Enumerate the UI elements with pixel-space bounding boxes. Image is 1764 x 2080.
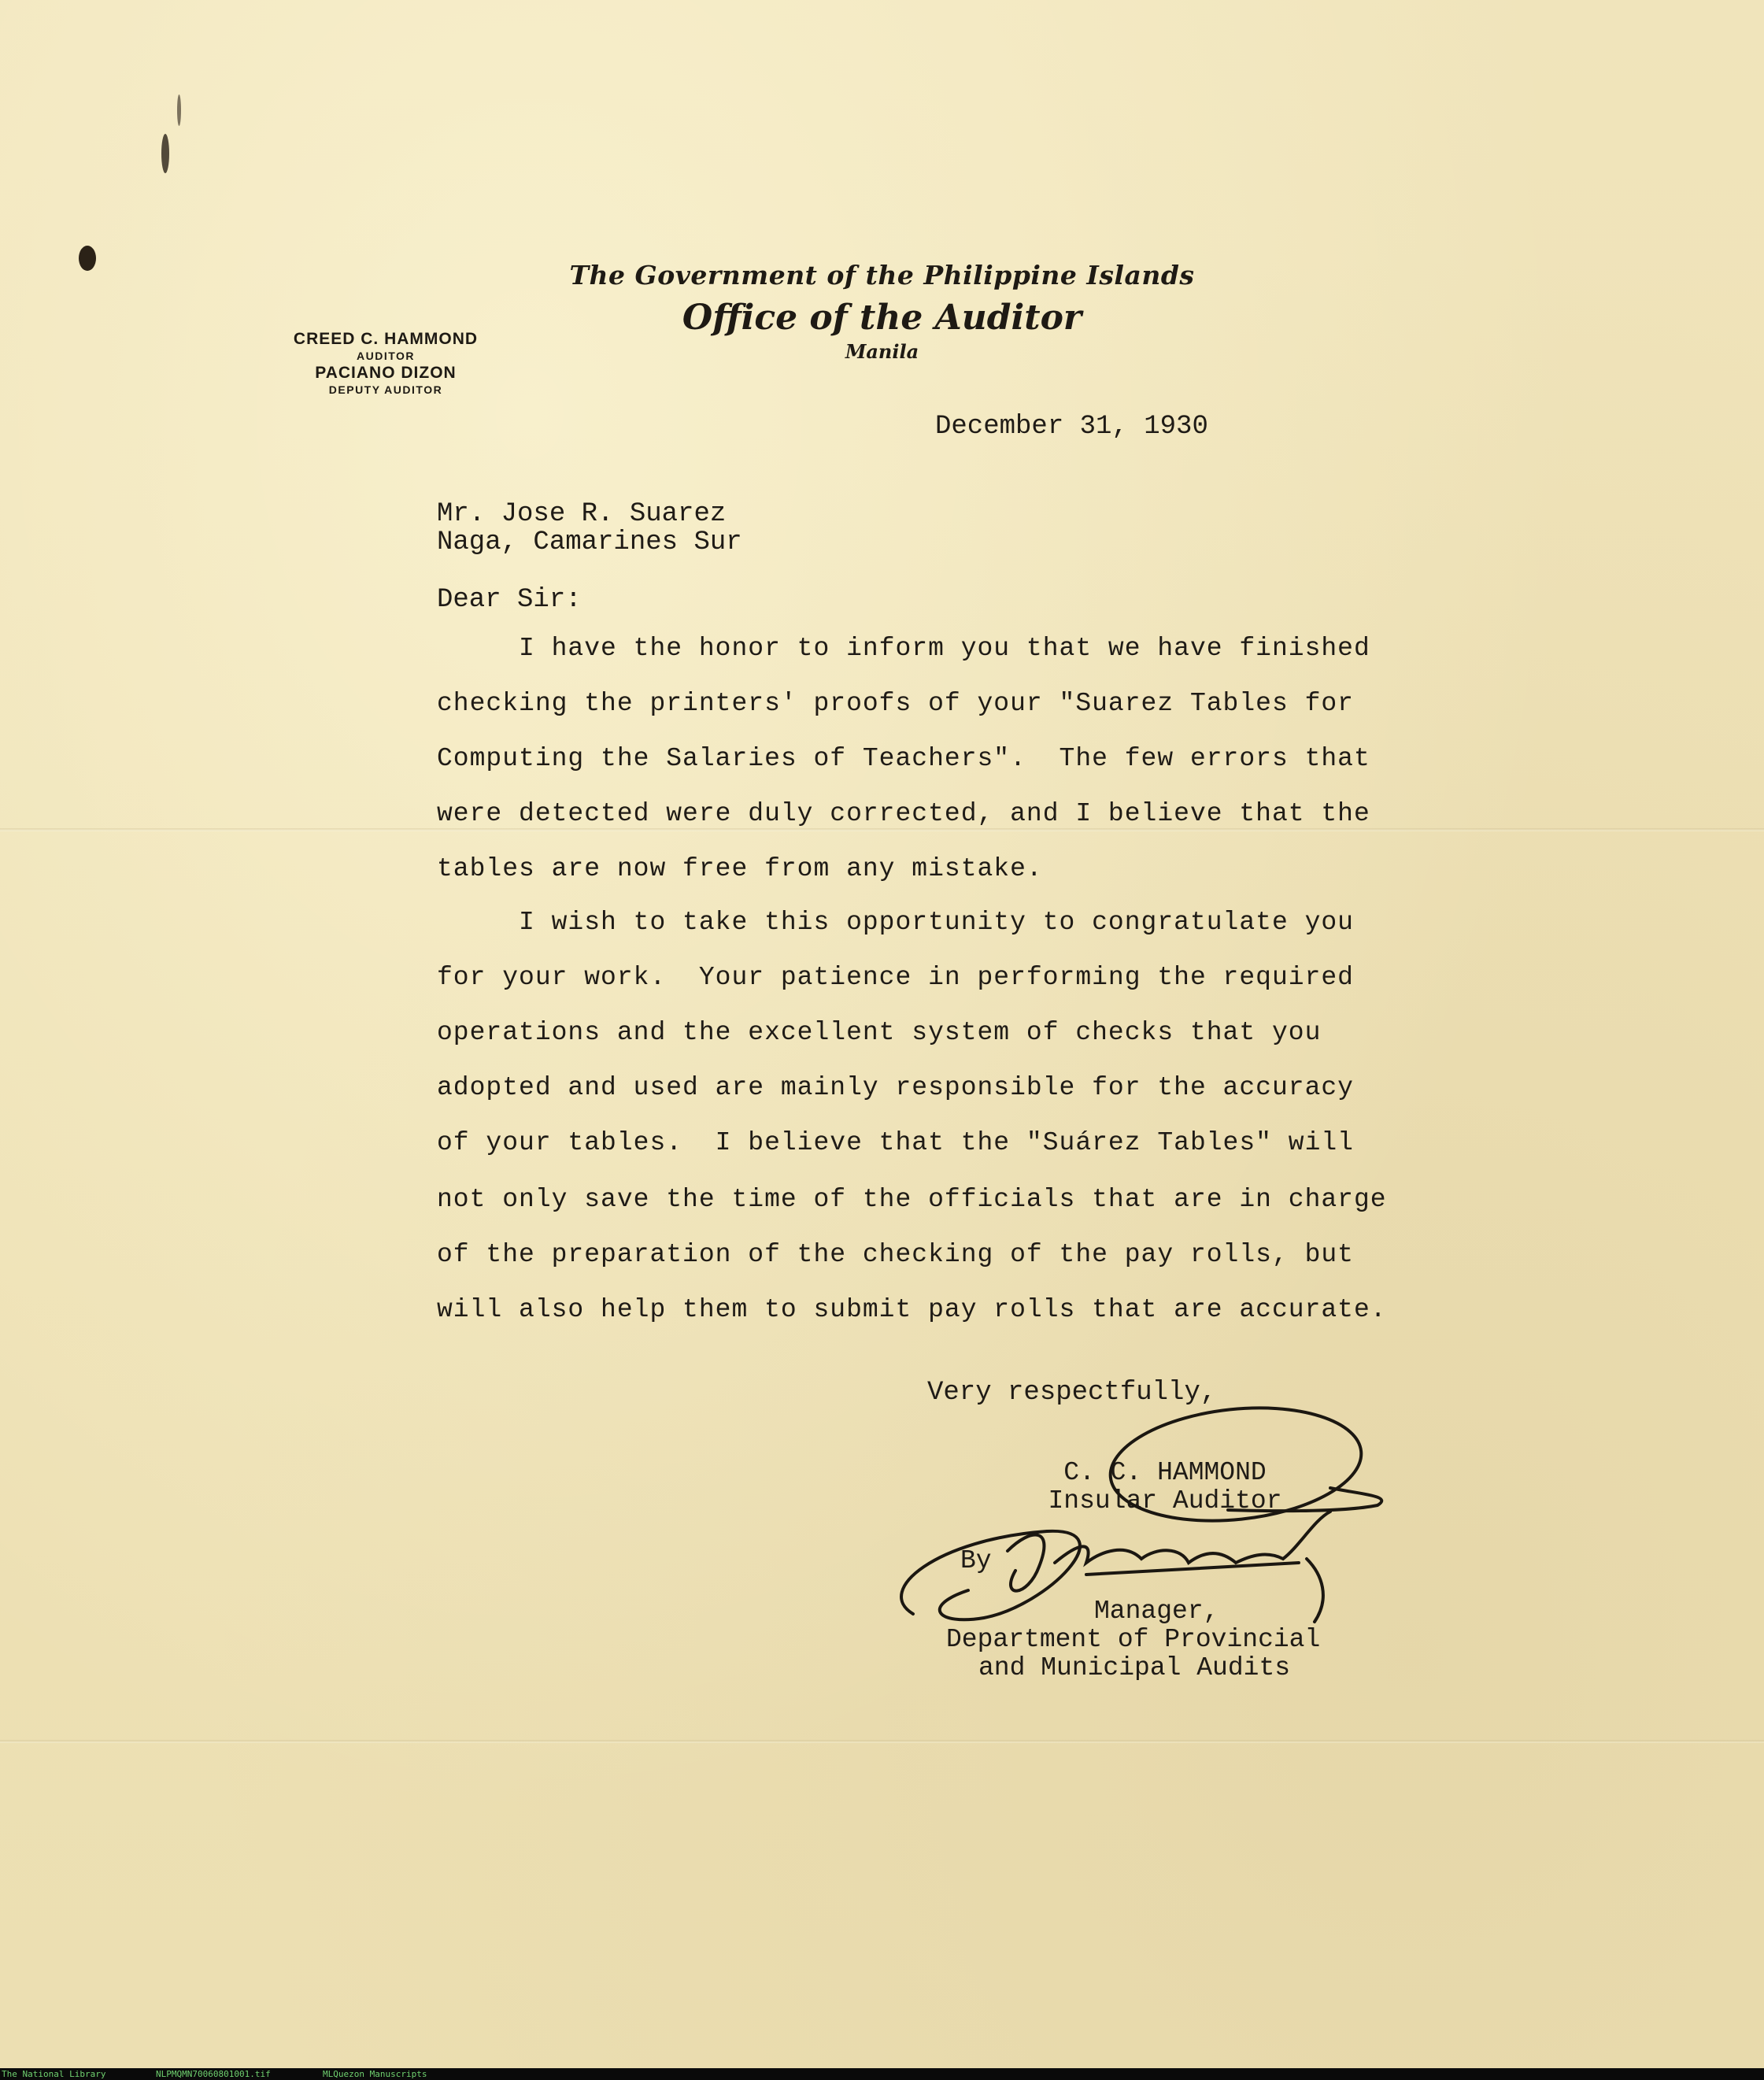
body-line: of your tables. I believe that the "Suárez Tables" will (437, 1128, 1354, 1157)
body-line: adopted and used are mainly responsible for the accuracy (437, 1073, 1354, 1102)
body-line: of the preparation of the checking of the pay rolls, but (437, 1240, 1354, 1269)
body-line: tables are now free from any mistake. (437, 854, 1043, 883)
body-line: Computing the Salaries of Teachers". The few errors that (437, 744, 1370, 773)
body-line: checking the printers' proofs of your "Suarez Tables for (437, 689, 1354, 718)
department-line: Department of Provincial (946, 1625, 1321, 1654)
footer-library: The National Library (2, 2069, 106, 2079)
closing: Very respectfully, (927, 1378, 1217, 1408)
signer-name: C. C. HAMMOND (1063, 1458, 1267, 1487)
body-line: I have the honor to inform you that we have finished (437, 634, 1370, 663)
department-line: and Municipal Audits (978, 1653, 1291, 1682)
archive-footer (0, 2068, 1764, 2080)
ink-stain (161, 134, 169, 173)
body-line: I wish to take this opportunity to congratulate you (437, 908, 1354, 937)
fold-line (0, 828, 1764, 831)
letterhead-office: Office of the Auditor (682, 298, 1082, 338)
signer-title: Insular Auditor (1048, 1486, 1282, 1516)
recipient-address: Naga, Camarines Sur (437, 527, 742, 557)
auditor-name: CREED C. HAMMOND (293, 330, 479, 348)
salutation: Dear Sir: (437, 585, 582, 615)
fold-line (0, 1740, 1764, 1743)
by-label: By (960, 1546, 992, 1575)
letterhead-government: The Government of the Philippine Islands (569, 260, 1195, 291)
auditor-title: AUDITOR (356, 350, 416, 362)
recipient-name: Mr. Jose R. Suarez (437, 499, 727, 529)
manager-title: Manager, (1094, 1597, 1219, 1626)
letterhead-city: Manila (845, 340, 919, 363)
body-line: will also help them to submit pay rolls that are accurate. (437, 1295, 1387, 1324)
deputy-title: DEPUTY AUDITOR (328, 383, 443, 396)
letter-date: December 31, 1930 (935, 412, 1208, 442)
officers-block (260, 329, 512, 397)
body-line: for your work. Your patience in performing the required (437, 963, 1354, 992)
footer-filename: NLPMQMN70060801001.tif (156, 2069, 271, 2079)
body-line: operations and the excellent system of checks that you (437, 1018, 1322, 1047)
ink-stain (177, 94, 181, 126)
deputy-name: PACIANO DIZON (315, 364, 457, 382)
body-line: were detected were duly corrected, and I believe that the (437, 799, 1370, 828)
body-line: not only save the time of the officials that are in charge (437, 1185, 1387, 1214)
footer-collection: MLQuezon Manuscripts (323, 2069, 427, 2079)
